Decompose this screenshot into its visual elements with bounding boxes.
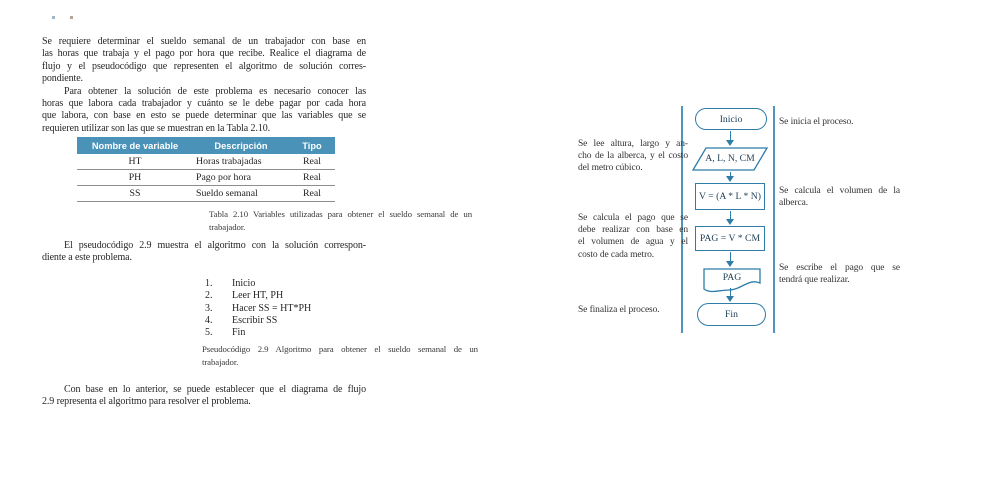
text-line: costo de cada metro. <box>578 249 655 260</box>
table-header-nombre: Nombre de variable <box>91 140 179 151</box>
text-line: flujo y el pseudocódigo que representen el algoritmo de solución corres- <box>42 60 366 72</box>
text-line: tendrá que realizar. <box>779 275 850 286</box>
table-header-row <box>77 137 335 154</box>
text-line: El pseudocódigo 2.9 muestra el algoritmo con la solución correspon- <box>64 240 366 251</box>
table-cell: SS <box>129 188 141 199</box>
table-row <box>77 170 335 186</box>
text-line: Se lee altura, largo y an- <box>578 139 688 149</box>
node-label: PAG <box>722 272 742 283</box>
annotation-start-process <box>779 116 900 128</box>
flowchart-start-terminator: Inicio <box>695 108 767 130</box>
text-line: horas que labora cada trabajador y cuánto se le debe pagar por cada hora <box>42 98 366 110</box>
text-line: pondiente. <box>42 73 83 85</box>
annotation-end-process <box>578 304 688 316</box>
flow-arrow-down-icon <box>724 288 737 302</box>
text-line: Se calcula el pago que se <box>578 213 688 223</box>
pseudocode-step <box>205 290 311 302</box>
pseudocode-caption <box>202 343 478 369</box>
paragraph-pseudocode-reference <box>42 240 366 265</box>
text-line: cho de la alberca, y el costo <box>578 151 688 162</box>
pseudocode-step <box>205 327 311 339</box>
annotation-calculate-volume <box>779 185 900 209</box>
step-text: Leer HT, PH <box>232 290 284 302</box>
text-line: que labora, con base en esto se puede determinar que las variables que se <box>42 110 366 122</box>
text-line: debe realizar con base en <box>578 225 688 236</box>
table-row <box>77 186 335 202</box>
table-cell: Pago por hora <box>196 172 251 183</box>
flow-arrow-down-icon <box>724 211 737 225</box>
step-text: Hacer SS = HT*PH <box>232 302 312 314</box>
pseudocode-step <box>205 315 311 327</box>
annotation-write-payment <box>779 262 900 286</box>
annotation-calculate-payment <box>578 212 688 261</box>
text-line: Se inicia el proceso. <box>779 117 854 127</box>
step-text: Fin <box>232 327 246 339</box>
text-line: Tabla 2.10 Variables utilizadas para obtener el sueldo semanal de un <box>209 209 472 219</box>
pseudocode-step <box>205 303 311 315</box>
scan-artifact-dot <box>70 16 73 19</box>
step-number: 5. <box>205 327 213 339</box>
text-line: Pseudocódigo 2.9 Algoritmo para obtener el sueldo semanal de un <box>202 344 478 354</box>
table-caption <box>209 208 472 234</box>
table-cell: Real <box>303 156 321 167</box>
table-header-descripcion: Descripción <box>214 140 268 151</box>
flow-arrow-down-icon <box>724 172 737 182</box>
flowchart-process-pago: PAG = V * CM <box>695 226 765 251</box>
text-line: alberca. <box>779 198 808 209</box>
text-line: diente a este problema. <box>42 252 132 264</box>
text-line: las horas que trabaja y el pago por hora que recibe. Realice el diagrama de <box>42 48 366 60</box>
step-text: Inicio <box>232 278 256 289</box>
table-cell: Sueldo semanal <box>196 188 258 199</box>
text-line: Para obtener la solución de este problema es necesario conocer las <box>64 85 366 97</box>
table-header-tipo: Tipo <box>302 140 322 151</box>
text-line: requieren utilizar son las que se muestran en la Tabla 2.10. <box>42 122 271 134</box>
paragraph-closing <box>42 384 366 409</box>
pseudocode-listing <box>205 278 311 339</box>
table-cell: Real <box>303 188 321 199</box>
flow-arrow-down-icon <box>724 252 737 267</box>
text-line: trabajador. <box>209 222 246 233</box>
text-line: Se escribe el pago que se <box>779 263 900 273</box>
step-number: 3. <box>205 302 213 314</box>
variables-table <box>77 137 335 202</box>
pseudocode-step <box>205 278 311 290</box>
step-text: Escribir SS <box>232 314 278 326</box>
step-number: 1. <box>205 278 213 289</box>
table-cell: Horas trabajadas <box>196 156 262 167</box>
text-line: Con base en lo anterior, se puede establecer que el diagrama de flujo <box>64 384 366 395</box>
table-cell: PH <box>128 172 142 183</box>
step-number: 2. <box>205 290 213 302</box>
flowchart-end-terminator: Fin <box>697 303 766 326</box>
scan-artifact-dot <box>52 16 55 19</box>
text-line: del metro cúbico. <box>578 163 643 174</box>
text-line: Se requiere determinar el sueldo semanal de un trabajador con base en <box>42 36 366 47</box>
text-line: trabajador. <box>202 357 239 368</box>
flowchart-right-rule <box>773 106 775 333</box>
flow-arrow-down-icon <box>724 131 737 146</box>
node-label: A, L, N, CM <box>705 153 755 164</box>
paragraph-problem-statement <box>42 36 366 135</box>
text-line: Se finaliza el proceso. <box>578 305 660 315</box>
flowchart-process-volume: V = (A * L * N) <box>695 183 765 210</box>
table-cell: HT <box>128 156 142 167</box>
annotation-read-inputs <box>578 138 688 175</box>
step-number: 4. <box>205 314 213 326</box>
table-cell: Real <box>303 172 321 183</box>
text-line: 2.9 representa el algoritmo para resolver el problema. <box>42 396 251 408</box>
text-line: el volumen de agua y el <box>578 237 688 248</box>
text-line: Se calcula el volumen de la <box>779 186 900 196</box>
table-row <box>77 154 335 170</box>
flowchart-input-parallelogram <box>692 147 768 171</box>
